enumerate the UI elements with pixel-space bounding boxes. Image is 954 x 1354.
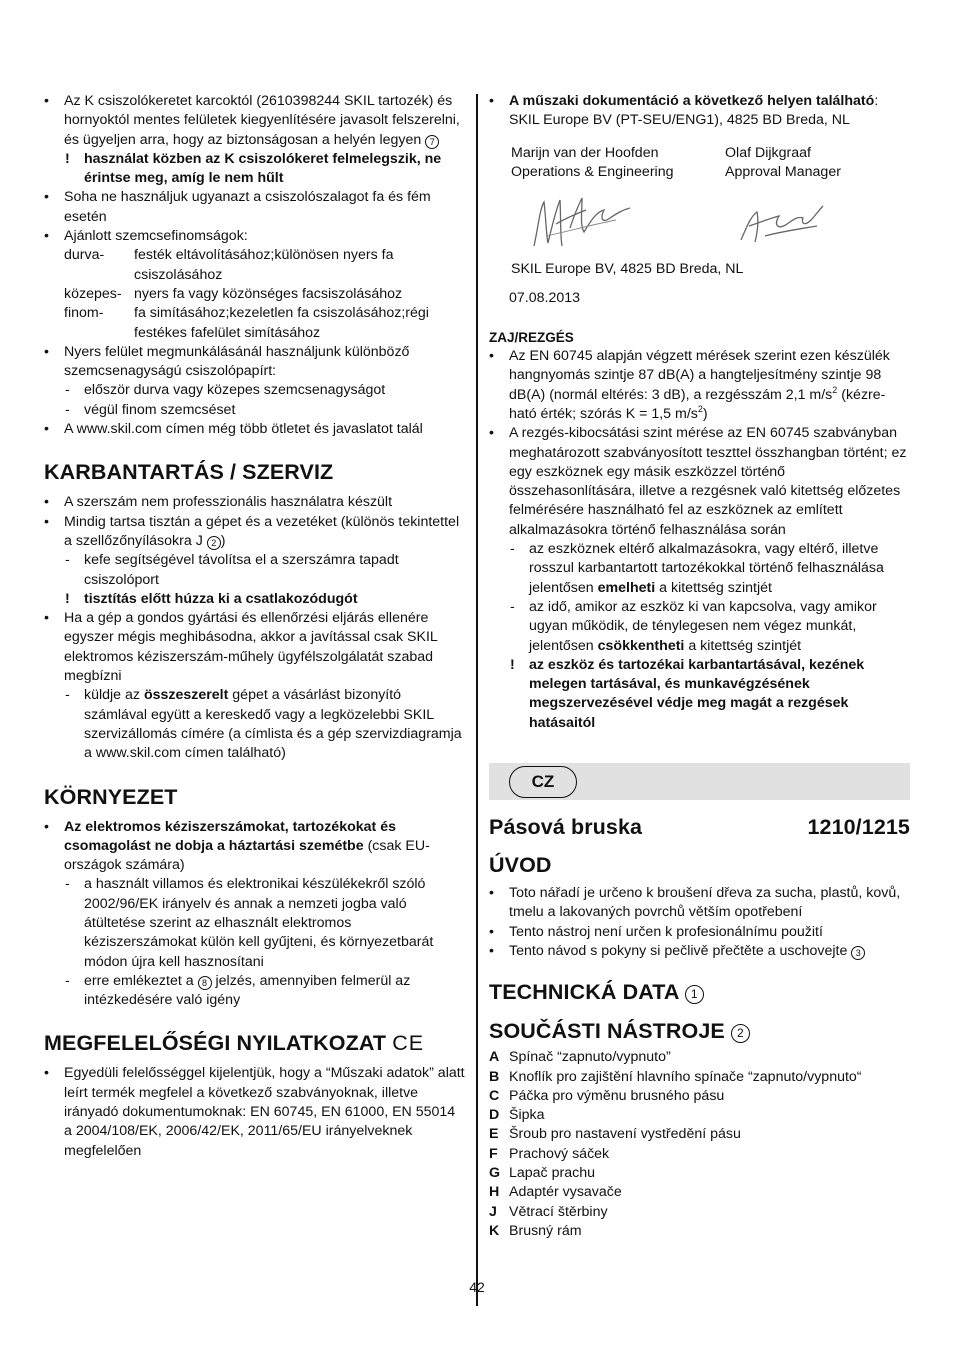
part-name: Šipka <box>509 1107 545 1124</box>
signatory-1: Marijn van der Hoofden Operations & Engineering <box>511 144 674 180</box>
ref-number: 1 <box>685 985 704 1004</box>
list-item: • Az elektromos kéziszerszámokat, tartozékokat és csomagolást ne dobja a háztartási szemétbe (csak EU-országok számára) <box>44 818 466 876</box>
warning-item: ! tisztítás előtt húzza ki a csatlakozódugót <box>44 590 466 609</box>
list-item: • Ajánlott szemcsefinomságok: <box>44 227 466 246</box>
grit-label: finom- <box>64 305 104 322</box>
part-letter: F <box>489 1145 498 1162</box>
left-column <box>44 92 466 1161</box>
page-number: 42 <box>469 1279 485 1295</box>
part-letter: D <box>489 1107 500 1124</box>
section-heading-maintenance: KARBANTARTÁS / SZERVIZ <box>44 460 334 485</box>
part-name: Prachový sáček <box>509 1145 610 1162</box>
list-item: • Az K csiszolókeretet karcoktól (2610398244 SKIL tartozék) és hornyoktól mentes felületek kiegyenlítésére javasolt felszerelni, és ügyeljen arra, hogy az biztonságosan a helyén legyen 7 <box>44 92 466 150</box>
declaration-date: 07.08.2013 <box>509 290 581 307</box>
part-name: Brusný rám <box>509 1222 582 1239</box>
signature-2 <box>725 182 910 260</box>
ce-mark: CE <box>392 1031 425 1056</box>
parts-list <box>489 1048 910 1241</box>
list-item: • Ha a gép a gondos gyártási és ellenőrzési eljárás ellenére egyszer mégis meghibásodna, akkor a javítással csak SKIL elektromos kéziszerszám-műhely ügyfélszolgálatát szabad megbízni <box>44 609 466 686</box>
signatories <box>489 144 910 261</box>
part-letter: J <box>489 1203 497 1220</box>
part-name: Šroub pro nastavení vystředění pásu <box>509 1126 741 1143</box>
part-name: Větrací štěrbiny <box>509 1203 608 1220</box>
part-letter: G <box>489 1164 501 1181</box>
part-name: Lapač prachu <box>509 1164 595 1181</box>
dash-item: - a használt villamos és elektronikai készülékekről szóló 2002/96/EK irányelv és annak a nemzeti jogba való átültetése szerint az elhasznált elektromos kéziszerszámokat külön kell gyűjteni, és környezetbarát módon újra kell hasznosítani <box>44 875 466 971</box>
part-letter: K <box>489 1222 500 1239</box>
section-heading-conformity: MEGFELELŐSÉGI NYILATKOZAT CE <box>44 1031 425 1056</box>
list-item: • A szerszám nem professzionális használatra készült <box>44 493 466 512</box>
grit-table <box>44 246 466 342</box>
grit-label: durva- <box>64 247 105 264</box>
column-divider <box>476 94 478 1306</box>
company-address: SKIL Europe BV, 4825 BD Breda, NL <box>511 261 744 278</box>
grit-text: nyers fa vagy közönséges facsiszolásához <box>134 285 403 302</box>
section-heading-intro: ÚVOD <box>489 853 552 878</box>
list-item: • A www.skil.com címen még több ötletet és javaslatot talál <box>44 420 466 439</box>
part-name: Spínač “zapnuto/vypnuto” <box>509 1049 671 1066</box>
list-item: • A rezgés-kibocsátási szint mérése az EN 60745 szabványban meghatározott szabványosított teszttel összhangban történt; ez egy eszköznek egy másik eszközzel történő összehasonlítására, illetve a rezgésnek való kitettség előzetes felmérésére használható fel az eszköznek az említett alkalmazásokra történő felhasználása során <box>489 424 910 540</box>
grit-text: festék eltávolításához;különösen nyers fa csiszolásához <box>134 247 394 283</box>
part-letter: B <box>489 1068 500 1085</box>
list-item: • Tento návod s pokyny si pečlivě přečtěte a uschovejte 3 <box>489 942 910 961</box>
ref-number: 2 <box>731 1024 750 1043</box>
product-title: Pásová bruska <box>489 815 643 840</box>
list-item: • Nyers felület megmunkálásánál használjunk különböző szemcsenagyságú csiszolópapírt: <box>44 343 466 382</box>
section-heading-parts: SOUČÁSTI NÁSTROJE 2 <box>489 1018 910 1044</box>
section-heading-noise: ZAJ/REZGÉS <box>489 329 574 345</box>
dash-item: - kefe segítségével távolítsa el a szerszámra tapadt csiszolóport <box>44 551 466 590</box>
dash-item: - végül finom szemcséset <box>44 401 466 420</box>
list-item: • Egyedüli felelősséggel kijelentjük, hogy a “Műszaki adatok” alatt leírt termék megfelel a következő szabványoknak, illetve irányadó dokumentumoknak: EN 60745, EN 61000, EN 55014 a 2004/108/EK, 2006/42/EK, 2011/65/EU irányelveknek megfelelően <box>44 1064 466 1160</box>
language-badge: CZ <box>509 766 577 798</box>
section-heading-tech-data: TECHNICKÁ DATA 1 <box>489 979 910 1005</box>
dash-item: - az eszköznek eltérő alkalmazásokra, vagy eltérő, illetve rosszul karbantartott tartozékokkal történő felhasználása jelentősen emelheti a kitettség szintjét <box>489 540 910 598</box>
product-model: 1210/1215 <box>807 815 910 840</box>
grit-text: fa simításához;kezeletlen fa csiszolásához;régi festékes fafelület simításához <box>134 305 429 341</box>
part-letter: C <box>489 1087 500 1104</box>
product-title-row <box>489 814 910 840</box>
part-name: Adaptér vysavače <box>509 1184 622 1201</box>
section-heading-environment: KÖRNYEZET <box>44 784 178 809</box>
warning-item: ! használat közben az K csiszolókeret felmelegszik, ne érintse meg, amíg le nem hűlt <box>44 150 466 189</box>
language-section-bar <box>489 763 910 800</box>
list-item: • Mindig tartsa tisztán a gépet és a vezetéket (különös tekintettel a szellőzőnyílásokra J 2 ) <box>44 513 466 552</box>
list-item: • A műszaki dokumentáció a következő helyen található: SKIL Europe BV (PT-SEU/ENG1), 4825 BD Breda, NL <box>489 92 910 131</box>
part-letter: H <box>489 1184 500 1201</box>
signature-1 <box>511 182 725 260</box>
signatory-2: Olaf Dijkgraaf Approval Manager <box>725 144 841 180</box>
list-item: • Toto nářadí je určeno k broušení dřeva za sucha, plastů, kovů, tmelu a lakovaných povrchů větším opotřebení <box>489 884 910 923</box>
dash-item: - az idő, amikor az eszköz ki van kapcsolva, vagy amikor ugyan működik, de ténylegesen nem végez munkát, jelentősen csökkentheti a kitettség szintjét <box>489 598 910 656</box>
part-letter: A <box>489 1049 500 1066</box>
list-item: • Soha ne használjuk ugyanazt a csiszolószalagot fa és fém esetén <box>44 188 466 227</box>
warning-item: ! az eszköz és tartozékai karbantartásával, kezének melegen tartásával, és munkavégzésének megszervezésével védje meg magát a rezgések hatásaitól <box>489 656 910 733</box>
part-name: Knoflík pro zajištění hlavního spínače “zapnuto/vypnuto“ <box>509 1068 862 1085</box>
right-column <box>489 92 910 1241</box>
list-item: • Az EN 60745 alapján végzett mérések szerint ezen készülék hangnyomás szintje 87 dB(A) a hangteljesítmény szintje 98 dB(A) (normál eltérés: 3 dB), a rezgésszám 2,1 $m/s^2$ (kézre-ható érték; szórás K = 1,5 $m/s^2$) <box>489 347 910 424</box>
ref-number: 7 <box>425 135 439 149</box>
ref-number: 2 <box>207 536 221 550</box>
part-name: Páčka pro výměnu brusného pásu <box>509 1087 725 1104</box>
dash-item: - küldje az összeszerelt gépet a vásárlást bizonyító számlával együtt a kereskedő vagy a legközelebbi SKIL szervizállomás címére (a címlista és a gép szervizdiagramja a www.skil.com címen található) <box>44 686 466 763</box>
dash-item: - erre emlékeztet a 8 jelzés, amennyiben felmerül az intézkedésére való igény <box>44 972 466 1011</box>
grit-label: közepes- <box>64 285 122 302</box>
list-item: • Tento nástroj není určen k profesionálnímu použití <box>489 923 910 942</box>
part-letter: E <box>489 1126 499 1143</box>
dash-item: - először durva vagy közepes szemcsenagyságot <box>44 381 466 400</box>
ref-number: 3 <box>851 946 865 960</box>
ref-number: 8 <box>198 976 212 990</box>
